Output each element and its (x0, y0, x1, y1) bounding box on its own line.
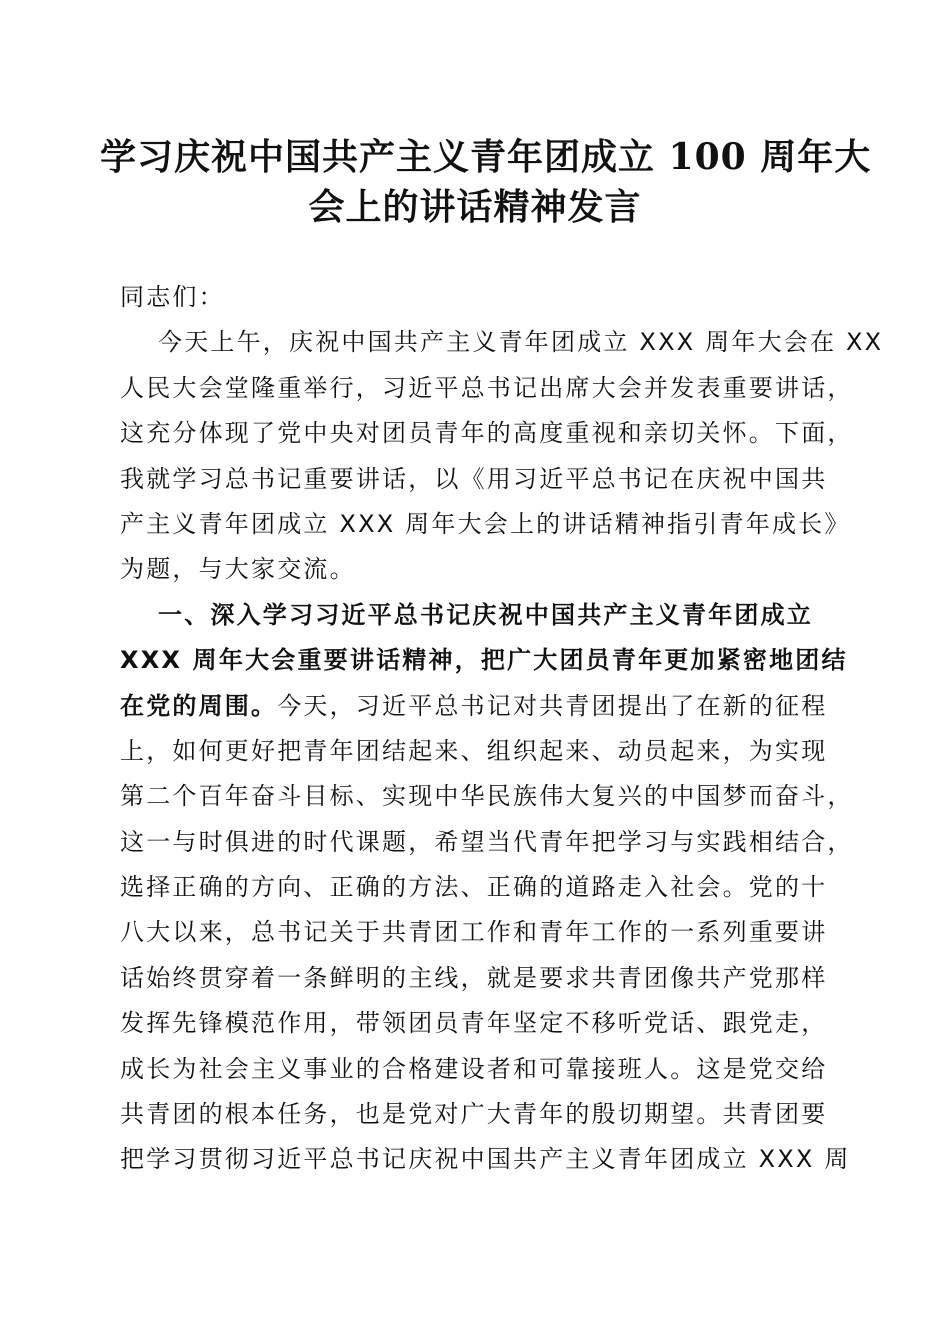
text-line: 第二个百年奋斗目标、实现中华民族伟大复兴的中国梦而奋斗， (120, 782, 854, 811)
document-body (120, 275, 884, 1183)
section-1 (120, 593, 854, 1183)
section-heading-line: XXX 周年大会重要讲话精神，把广大团员青年更加紧密地团结 (120, 646, 848, 675)
text-line: 八大以来，总书记关于共青团工作和青年工作的一系列重要讲 (120, 918, 828, 947)
text-line: 产主义青年团成立 XXX 周年大会上的讲话精神指引青年成长》 (120, 509, 851, 538)
text-line: 为题，与大家交流。 (120, 555, 356, 584)
text-line: 上，如何更好把青年团结起来、组织起来、动员起来，为实现 (120, 736, 828, 765)
text-line: 我就学习总书记重要讲话，以《用习近平总书记在庆祝中国共 (120, 464, 828, 493)
text-line: 话始终贯穿着一条鲜明的主线，就是要求共青团像共产党那样 (120, 963, 828, 992)
text-line: 成长为社会主义事业的合格建设者和可靠接班人。这是党交给 (120, 1054, 828, 1083)
text-line: 选择正确的方向、正确的方法、正确的道路走入社会。党的十 (120, 873, 828, 902)
text-line: 今天上午，庆祝中国共产主义青年团成立 XXX 周年大会在 XX (158, 328, 884, 357)
text-line: 这充分体现了党中央对团员青年的高度重视和亲切关怀。下面， (120, 419, 854, 448)
title-line: 会上的讲话精神发言 (308, 186, 642, 228)
document-title (100, 132, 872, 232)
text-line: 人民大会堂隆重举行，习近平总书记出席大会并发表重要讲话， (120, 373, 854, 402)
paragraph-intro (120, 320, 884, 592)
salutation: 同志们： (120, 283, 225, 311)
text-line: 共青团的根本任务，也是党对广大青年的殷切期望。共青团要 (120, 1100, 828, 1129)
text-line: 这一与时俱进的时代课题，希望当代青年把学习与实践相结合， (120, 827, 854, 856)
text-segment: 今天，习近平总书记对共青团提出了在新的征程 (277, 691, 828, 720)
text-line: 把学习贯彻习近平总书记庆祝中国共产主义青年团成立 XXX 周 (120, 1145, 851, 1174)
section-heading-line: 一、深入学习习近平总书记庆祝中国共产主义青年团成立 (158, 600, 813, 629)
section-heading-line: 在党的周围。 (120, 691, 278, 720)
text-line: 发挥先锋模范作用，带领团员青年坚定不移听党话、跟党走， (120, 1009, 828, 1038)
title-line: 学习庆祝中国共产主义青年团成立 100 周年大 (100, 136, 872, 178)
mixed-line (120, 684, 835, 729)
